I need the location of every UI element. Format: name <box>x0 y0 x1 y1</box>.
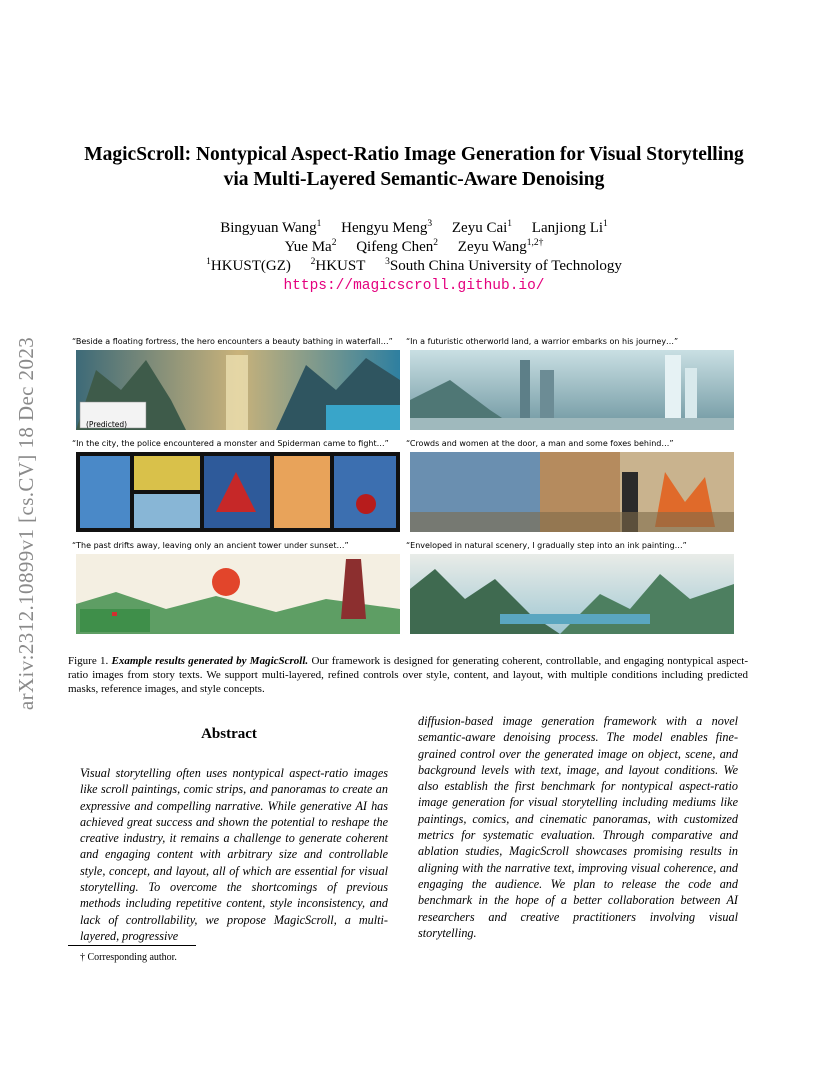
abstract-column-left: Visual storytelling often uses nontypical aspect-ratio images like scroll paintings, comic strips, and panoramas to create an expressive and compelling narrative. While generative AI has achieved great success and shown the potential to reshape the creative industry, it remains a challenge to generate coherent and engaging content with arbitrary size and controllable style, concept, and layout, all of which are essential for visual storytelling. To overcome the shortcomings of previous methods including repetitive content, style inconsistency, and lack of controllability, we propose MagicScroll, a multi-layered, progressive <box>80 766 388 943</box>
abstract-column-right: diffusion-based image generation framework with a novel semantic-aware denoising process. The model enables fine-grained control over the generated image on object, scene, and background levels with text, image, and layout conditions. We also establish the first benchmark for nontypical aspect-ratio image generation for visual storytelling including mediums like paintings, comics, and cinematic panoramas, with customized metrics for systematic evaluation. Through comparative and ablation studies, MagicScroll showcases promising results in aligning with the narrative text, improving visual coherence, and engaging the audience. We plan to release the code and benchmark in the hope of a better collaboration between AI researchers and creative practitioners involving visual storytelling. <box>418 714 738 940</box>
panel-caption: “Beside a floating fortress, the hero encounters a beauty bathing in waterfall…” <box>72 337 393 346</box>
author: Zeyu Cai$^1$ <box>451 219 513 236</box>
author: Hengyu Meng$^3$ <box>341 219 433 236</box>
author-row-2 <box>60 238 768 257</box>
panel-image-fortress-waterfall <box>76 350 400 430</box>
figure-panel-ink <box>406 538 738 638</box>
author: Bingyuan Wang$^1$ <box>220 219 322 236</box>
affiliation: $^1$HKUST(GZ) <box>206 257 291 274</box>
arxiv-id: arXiv:2312.10899v1 [cs.CV] 18 Dec 2023 <box>14 336 39 710</box>
affiliation: $^3$South China University of Technology <box>385 257 622 274</box>
author-block <box>60 219 768 296</box>
figure-caption <box>68 654 748 697</box>
title-line-2: via Multi-Layered Semantic-Aware Denoising <box>223 169 605 190</box>
panel-caption: “The past drifts away, leaving only an ancient tower under sunset…” <box>72 541 349 550</box>
author: Qifeng Chen$^2$ <box>356 238 439 255</box>
figure-panel-city <box>72 436 404 536</box>
author: Lanjiong Li$^1$ <box>531 219 608 236</box>
panel-image-ancient-tower <box>76 554 400 634</box>
author-row-1 <box>60 219 768 238</box>
arxiv-sidebar-stamp <box>12 286 42 760</box>
figure-panel-sunset <box>72 538 404 638</box>
footnote: † Corresponding author. <box>80 952 177 963</box>
paper-title <box>60 142 768 192</box>
affiliation: $^2$HKUST <box>310 257 366 274</box>
figure-caption-bold: Example results generated by MagicScroll. <box>111 655 309 667</box>
figure-label: Figure 1. <box>68 655 109 667</box>
panel-image-ink-painting <box>410 554 734 634</box>
figure-1 <box>72 334 738 638</box>
footnote-rule <box>68 945 196 946</box>
abstract-heading: Abstract <box>201 726 257 742</box>
panel-caption: “In a futuristic otherworld land, a warrior embarks on his journey…” <box>406 337 679 346</box>
figure-caption-text: Our framework is designed for generating coherent, controllable, and engaging nontypical aspect-ratio images from story texts. We support multi-layered, refined controls over style, content, and layout, with multiple conditions including predicted masks, reference images, and style concepts. <box>68 655 749 696</box>
project-url-link[interactable]: https://magicscroll.github.io/ <box>283 278 545 294</box>
author: Zeyu Wang$^{1,2\dagger}$ <box>457 238 544 255</box>
figure-panel-fortress <box>72 334 404 434</box>
panel-image-futuristic-land <box>410 350 734 430</box>
title-line-1: MagicScroll: Nontypical Aspect-Ratio Image Generation for Visual Storytelling <box>84 144 744 165</box>
affiliations <box>60 257 768 276</box>
panel-caption: “Enveloped in natural scenery, I gradually step into an ink painting…” <box>406 541 687 550</box>
panel-caption: “In the city, the police encountered a monster and Spiderman came to fight…” <box>72 439 389 448</box>
author: Yue Ma$^2$ <box>284 238 337 255</box>
panel-image-crowds-foxes <box>410 452 734 532</box>
predicted-mask-label: (Predicted) <box>86 420 128 429</box>
panel-caption: “Crowds and women at the door, a man and some foxes behind…” <box>406 439 674 448</box>
figure-panel-otherworld <box>406 334 738 434</box>
figure-panel-crowds <box>406 436 738 536</box>
panel-image-comic-city <box>76 452 400 532</box>
